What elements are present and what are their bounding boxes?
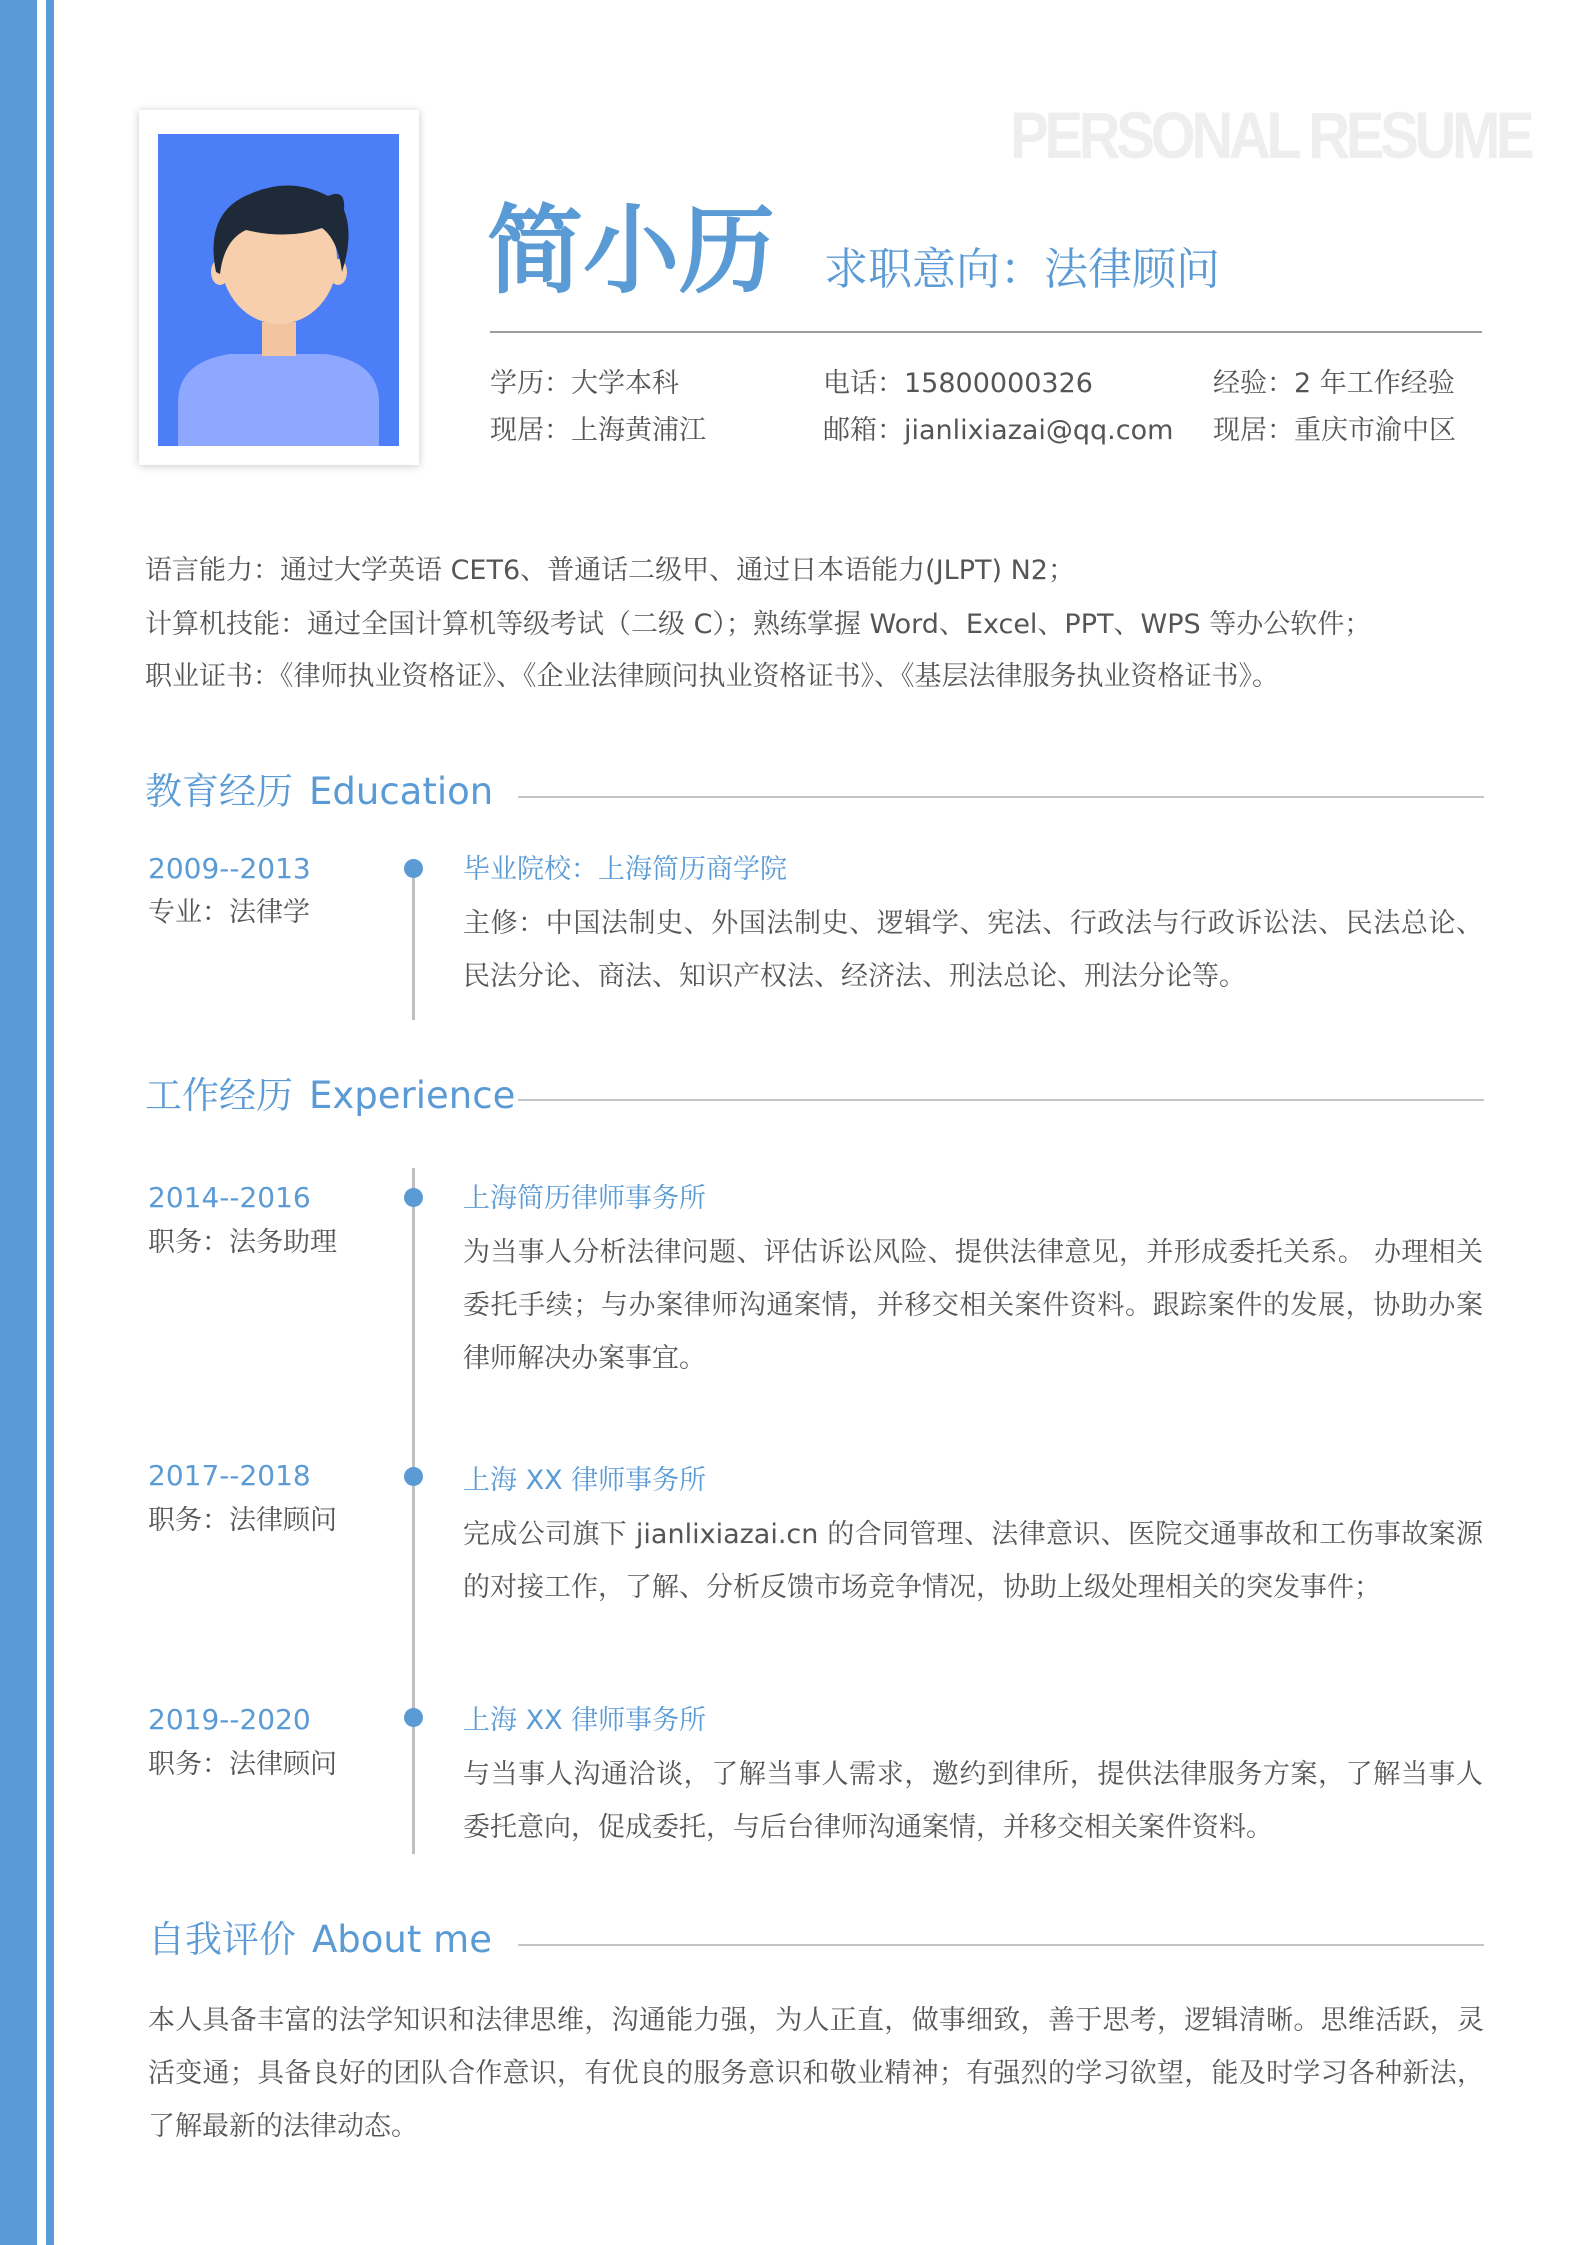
- entry-date: 2009--2013: [148, 852, 311, 885]
- avatar: [158, 134, 399, 446]
- timeline-dot: [404, 1467, 423, 1486]
- timeline-dot: [404, 1188, 423, 1207]
- entry-role: 专业：法律学: [148, 897, 310, 928]
- header-divider: [490, 331, 1482, 333]
- watermark-title: PERSONAL RESUME: [1010, 98, 1531, 172]
- section-divider-about: [518, 1944, 1484, 1946]
- entry-role: 职务：法务助理: [148, 1227, 337, 1258]
- timeline-dot: [404, 859, 423, 878]
- job-intention: 求职意向：法律顾问: [824, 244, 1220, 295]
- info-residence: 现居：上海黄浦江: [490, 415, 706, 446]
- section-title-cn: 自我评价: [148, 1918, 296, 1961]
- candidate-name: 简小历: [487, 195, 775, 307]
- timeline-line-education: [412, 868, 415, 1020]
- profile-photo-frame: [139, 110, 419, 465]
- skill-language: 语言能力：通过大学英语 CET6、普通话二级甲、通过日本语能力(JLPT) N2；: [145, 555, 1075, 586]
- section-title-cn: 工作经历: [145, 1074, 293, 1117]
- info-email: 邮箱：jianlixiazai@qq.com: [823, 415, 1174, 446]
- entry-role: 职务：法律顾问: [148, 1749, 337, 1780]
- entry-date: 2014--2016: [148, 1181, 311, 1214]
- section-title-about: [148, 1915, 492, 1965]
- entry-description: 与当事人沟通洽谈，了解当事人需求，邀约到律所，提供法律服务方案，了解当事人委托意向，促成委托，与后台律师沟通案情，并移交相关案件资料。: [463, 1759, 1483, 1843]
- section-title-en: Experience: [309, 1074, 516, 1117]
- entry-title: 上海 XX 律师事务所: [463, 1705, 707, 1736]
- info-experience: 经验：2 年工作经验: [1213, 368, 1455, 399]
- section-title-education: [145, 767, 493, 817]
- entry-title: 上海 XX 律师事务所: [463, 1465, 707, 1496]
- section-title-en: Education: [309, 770, 494, 813]
- entry-title: 上海简历律师事务所: [463, 1183, 706, 1214]
- entry-date: 2017--2018: [148, 1459, 311, 1492]
- skill-certificates: 职业证书：《律师执业资格证》、《企业法律顾问执业资格证书》、《基层法律服务执业资格证书》。: [145, 661, 1279, 692]
- timeline-line-experience: [412, 1168, 415, 1854]
- info-current-location: 现居：重庆市渝中区: [1213, 415, 1456, 446]
- entry-description: 完成公司旗下 jianlixiazai.cn 的合同管理、法律意识、医院交通事故和工伤事故案源的对接工作，了解、分析反馈市场竞争情况，协助上级处理相关的突发事件；: [463, 1519, 1483, 1603]
- avatar-person-icon: [158, 134, 399, 446]
- entry-description: 为当事人分析法律问题、评估诉讼风险、提供法律意见，并形成委托关系。 办理相关委托手续；与办案律师沟通案情，并移交相关案件资料。跟踪案件的发展，协助办案律师解决办案事宜。: [463, 1237, 1483, 1374]
- entry-description: 主修：中国法制史、外国法制史、逻辑学、宪法、行政法与行政诉讼法、民法总论、民法分论、商法、知识产权法、经济法、刑法总论、刑法分论等。: [463, 908, 1483, 992]
- entry-role: 职务：法律顾问: [148, 1505, 337, 1536]
- entry-date: 2019--2020: [148, 1703, 311, 1736]
- section-title-en: About me: [312, 1918, 492, 1961]
- section-title-cn: 教育经历: [145, 770, 293, 813]
- section-title-experience: [145, 1071, 515, 1121]
- left-accent-stripe: [0, 0, 37, 2245]
- entry-title: 毕业院校：上海简历商学院: [463, 854, 787, 885]
- skill-computer: 计算机技能：通过全国计算机等级考试（二级 C）；熟练掌握 Word、Excel、PPT、WPS 等办公软件；: [145, 609, 1372, 640]
- timeline-dot: [404, 1708, 423, 1727]
- info-phone: 电话：15800000326: [823, 368, 1093, 399]
- section-divider-experience: [518, 1099, 1484, 1101]
- about-text: 本人具备丰富的法学知识和法律思维，沟通能力强，为人正直，做事细致，善于思考，逻辑清晰。思维活跃，灵活变通；具备良好的团队合作意识，有优良的服务意识和敬业精神；有强烈的学习欲望，能及时学习各种新法，了解最新的法律动态。: [148, 2005, 1484, 2142]
- section-divider-education: [518, 796, 1484, 798]
- info-education: 学历：大学本科: [490, 368, 679, 399]
- left-accent-thin-stripe: [46, 0, 54, 2245]
